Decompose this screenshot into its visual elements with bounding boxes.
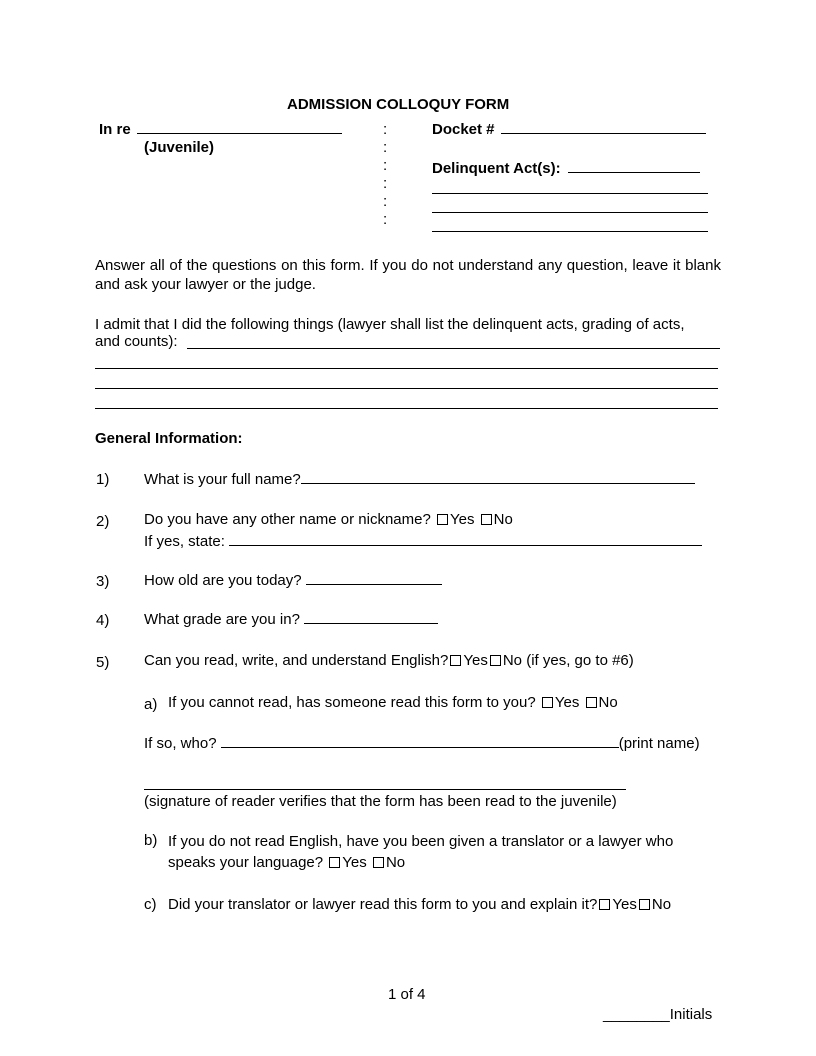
yes-label: Yes <box>554 694 580 711</box>
delinquent-field-2[interactable] <box>432 193 708 194</box>
separator-3: : <box>383 157 388 174</box>
question-5-suffix: (if yes, go to #6) <box>526 652 634 669</box>
translator-yes-checkbox[interactable] <box>329 857 340 868</box>
question-1-text: What is your full name? <box>144 471 301 488</box>
question-4-text: What grade are you in? <box>144 611 300 628</box>
no-label: No <box>502 652 523 669</box>
delinquent-field-1[interactable] <box>568 158 700 173</box>
question-5-number: 5) <box>96 654 110 671</box>
question-2-follow-text: If yes, state: <box>144 533 225 550</box>
nickname-field[interactable] <box>229 531 702 546</box>
signature-note: (signature of reader verifies that the form has been read to the juvenile) <box>144 793 617 810</box>
explained-yes-checkbox[interactable] <box>599 899 610 910</box>
yes-label: Yes <box>342 854 367 871</box>
grade-field[interactable] <box>304 609 438 624</box>
in-re-label <box>99 119 342 139</box>
separator-5: : <box>383 193 388 210</box>
docket-label: Docket # <box>432 121 495 138</box>
admission-field-3[interactable] <box>95 388 718 389</box>
sub-c-letter: c) <box>144 896 157 913</box>
delinquent-label: Delinquent Act(s): <box>432 160 561 177</box>
juvenile-label: (Juvenile) <box>144 139 215 156</box>
english-no-checkbox[interactable] <box>490 655 501 666</box>
question-1-number: 1) <box>96 471 110 488</box>
general-info-heading: General Information: <box>95 430 243 447</box>
who-row <box>144 733 700 754</box>
sub-a-text: If you cannot read, has someone read this form to you? <box>168 694 536 711</box>
in-re-field[interactable] <box>137 119 342 134</box>
question-3-number: 3) <box>96 573 110 590</box>
sub-b-line-2 <box>168 853 405 873</box>
admission-line-1: I admit that I did the following things (lawyer shall list the delinquent acts, grading of acts, <box>95 316 685 333</box>
nickname-no-checkbox[interactable] <box>481 514 492 525</box>
initials-label: Initials <box>669 1006 713 1023</box>
read-to-no-checkbox[interactable] <box>586 697 597 708</box>
delinquent-field-4[interactable] <box>432 231 708 232</box>
reader-signature-field[interactable] <box>144 789 626 790</box>
nickname-yes-checkbox[interactable] <box>437 514 448 525</box>
initials-field[interactable]: ________ <box>603 1006 670 1023</box>
print-name-label: (print name) <box>618 735 700 752</box>
question-4-number: 4) <box>96 612 110 629</box>
sub-a-letter: a) <box>144 696 158 713</box>
separator-2: : <box>383 139 388 156</box>
question-2-text: Do you have any other name or nickname? <box>144 511 431 528</box>
read-to-yes-checkbox[interactable] <box>542 697 553 708</box>
question-2 <box>144 510 513 530</box>
instructions-text: Answer all of the questions on this form. If you do not understand any question, leave it blank and ask your lawyer or the judge. <box>95 257 721 293</box>
sub-a <box>168 693 618 713</box>
question-3 <box>144 570 442 591</box>
question-5 <box>144 651 634 671</box>
question-2-number: 2) <box>96 513 110 530</box>
sub-c <box>168 895 671 915</box>
admission-line-2: and counts): <box>95 333 178 350</box>
delinquent-row <box>432 158 700 178</box>
page-number: 1 of 4 <box>388 986 426 1003</box>
question-4 <box>144 609 438 630</box>
separator-4: : <box>383 175 388 192</box>
yes-label: Yes <box>463 652 488 669</box>
in-re-text: In re <box>99 121 131 138</box>
explained-no-checkbox[interactable] <box>639 899 650 910</box>
yes-label: Yes <box>450 511 475 528</box>
docket-row <box>432 119 706 139</box>
admission-field-1[interactable] <box>187 348 720 349</box>
sub-b-line-1: If you do not read English, have you been given a translator or a lawyer who <box>168 833 674 850</box>
english-yes-checkbox[interactable] <box>450 655 461 666</box>
separator-6: : <box>383 211 388 228</box>
initials-row <box>603 1006 712 1024</box>
question-5-text: Can you read, write, and understand English? <box>144 652 449 669</box>
sub-c-text: Did your translator or lawyer read this form to you and explain it? <box>168 896 598 913</box>
no-label: No <box>385 854 406 871</box>
no-label: No <box>651 896 672 913</box>
no-label: No <box>493 511 513 528</box>
form-title: ADMISSION COLLOQUY FORM <box>287 96 510 113</box>
translator-no-checkbox[interactable] <box>373 857 384 868</box>
reader-name-field[interactable] <box>221 733 619 748</box>
question-1 <box>144 469 695 490</box>
docket-field[interactable] <box>501 119 706 134</box>
question-2-follow <box>144 531 702 552</box>
separator-1: : <box>383 121 388 138</box>
no-label: No <box>598 694 618 711</box>
sub-b-line-2-text: speaks your language? <box>168 854 324 871</box>
admission-field-2[interactable] <box>95 368 718 369</box>
yes-label: Yes <box>612 896 637 913</box>
age-field[interactable] <box>306 570 442 585</box>
delinquent-field-3[interactable] <box>432 212 708 213</box>
full-name-field[interactable] <box>301 469 695 484</box>
sub-b-letter: b) <box>144 832 158 849</box>
question-3-text: How old are you today? <box>144 572 302 589</box>
who-label: If so, who? <box>144 735 217 752</box>
admission-field-4[interactable] <box>95 408 718 409</box>
